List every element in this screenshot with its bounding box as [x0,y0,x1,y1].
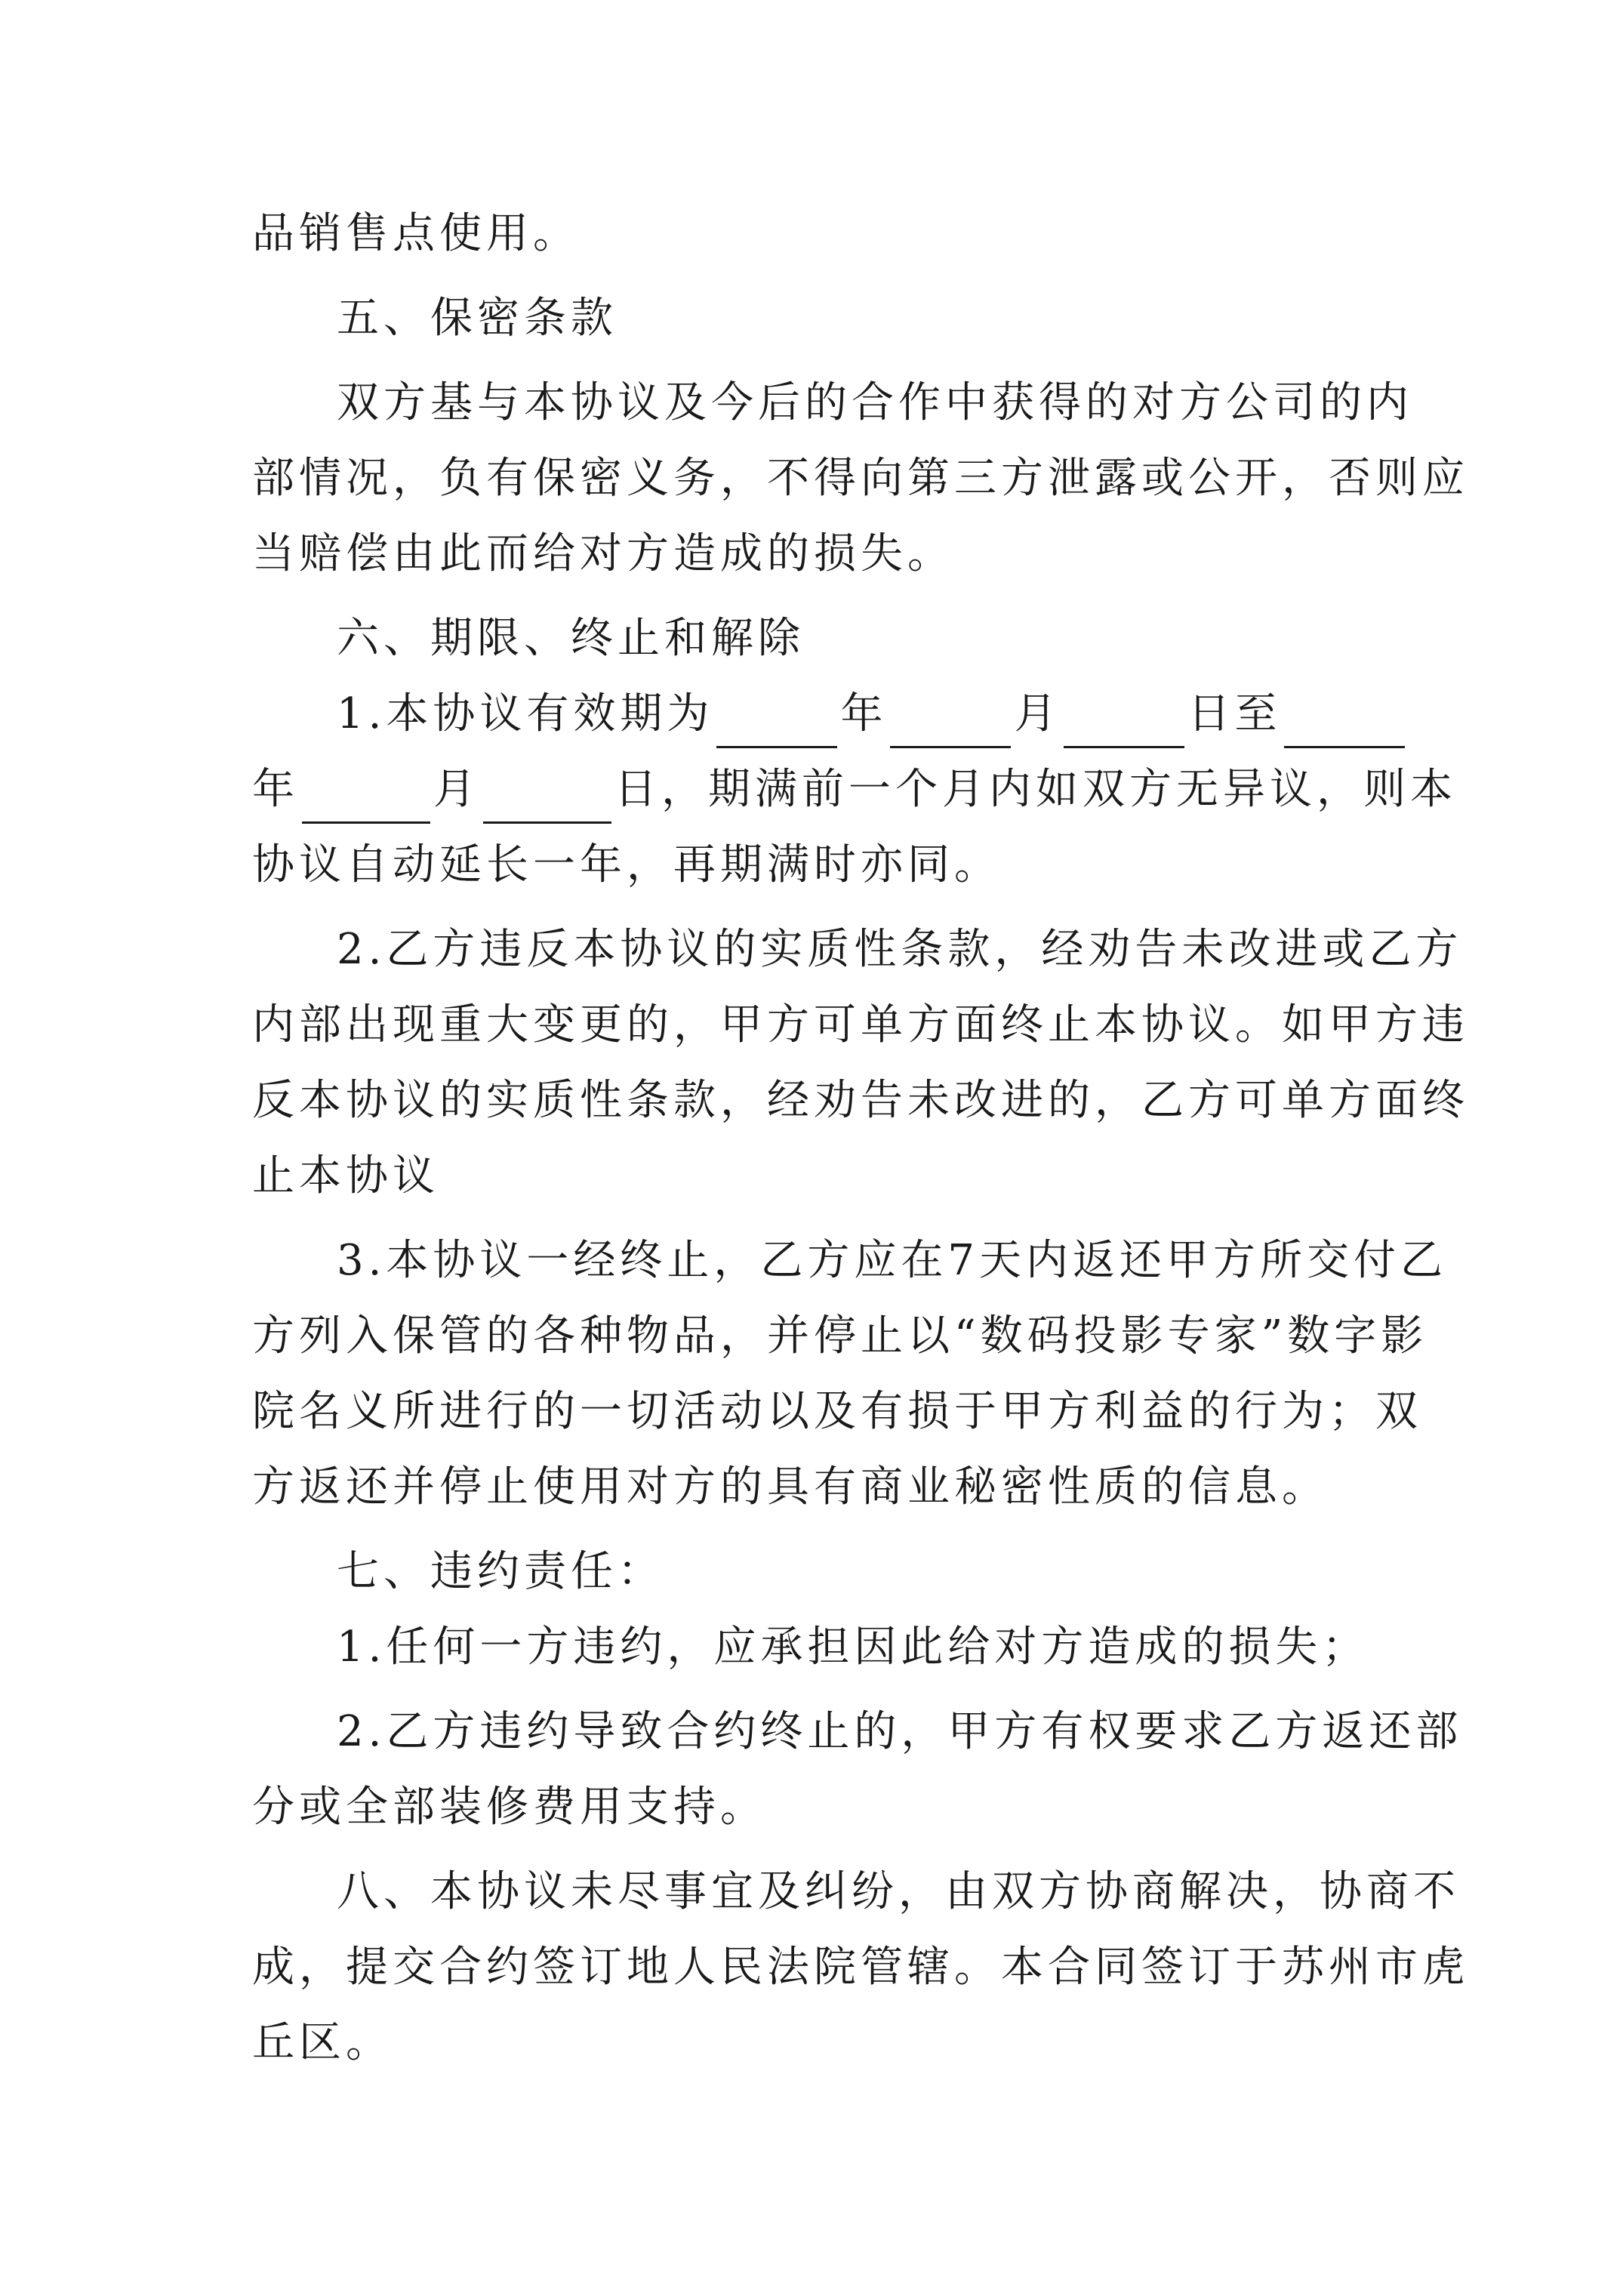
section-heading-liability: 七、违约责任： [337,1547,664,1596]
clause-text: 月 [1014,689,1061,738]
section-heading-term: 六、期限、终止和解除 [337,614,805,663]
paragraph-line: 丘区。 [252,2018,393,2067]
paragraph-line: 当赔偿由此而给对方造成的损失。 [252,529,954,578]
paragraph-line: 反本协议的实质性条款，经劝告未改进的，乙方可单方面终 [252,1076,1469,1125]
paragraph-line: 1.任何一方违约，应承担因此给对方造成的损失； [337,1623,1369,1672]
paragraph-line: 部情况，负有保密义务，不得向第三方泄露或公开，否则应 [252,454,1469,503]
clause-text: 日，期满前一个月内如双方无异议，则本 [614,765,1457,814]
date-blank-field [483,775,611,824]
paragraph-line: 协议自动延长一年，再期满时亦同。 [252,840,1001,889]
clause-text: 年 [252,765,299,814]
paragraph-line: 2.乙方违约导致合约终止的，甲方有权要求乙方返还部 [337,1707,1463,1756]
paragraph-line: 方列入保管的各种物品，并停止以“数码投影专家”数字影 [252,1311,1428,1361]
paragraph-line: 2.乙方违反本协议的实质性条款，经劝告未改进或乙方 [337,925,1463,974]
paragraph-line: 院名义所进行的一切活动以及有损于甲方利益的行为；双 [252,1387,1422,1436]
paragraph-line: 方返还并停止使用对方的具有商业秘密性质的信息。 [252,1462,1329,1512]
term-clause-line [337,680,1469,748]
date-blank-field [1284,699,1405,748]
date-blank-field [716,699,837,748]
clause-text: 年 [840,689,888,738]
paragraph-line: 内部出现重大变更的，甲方可单方面终止本协议。如甲方违 [252,1000,1469,1049]
paragraph-line: 品销售点使用。 [252,209,580,258]
clause-text: 1.本协议有效期为 [337,689,714,738]
paragraph-line: 止本协议 [252,1151,439,1200]
term-clause-line [252,756,1457,824]
section-heading-confidentiality: 五、保密条款 [337,294,617,343]
date-blank-field [302,775,430,824]
paragraph-line: 双方基与本协议及今后的合作中获得的对方公司的内 [337,378,1413,427]
clause-text: 月 [433,765,480,814]
date-blank-field [890,699,1011,748]
date-blank-field [1064,699,1184,748]
paragraph-line: 八、本协议未尽事宜及纠纷，由双方协商解决，协商不 [337,1867,1460,1916]
paragraph-line: 分或全部装修费用支持。 [252,1783,767,1832]
paragraph-line: 3.本协议一经终止，乙方应在7天内返还甲方所交付乙 [337,1236,1448,1285]
clause-text: 日至 [1187,689,1282,738]
paragraph-line: 成，提交合约签订地人民法院管辖。本合同签订于苏州市虎 [252,1943,1469,1992]
